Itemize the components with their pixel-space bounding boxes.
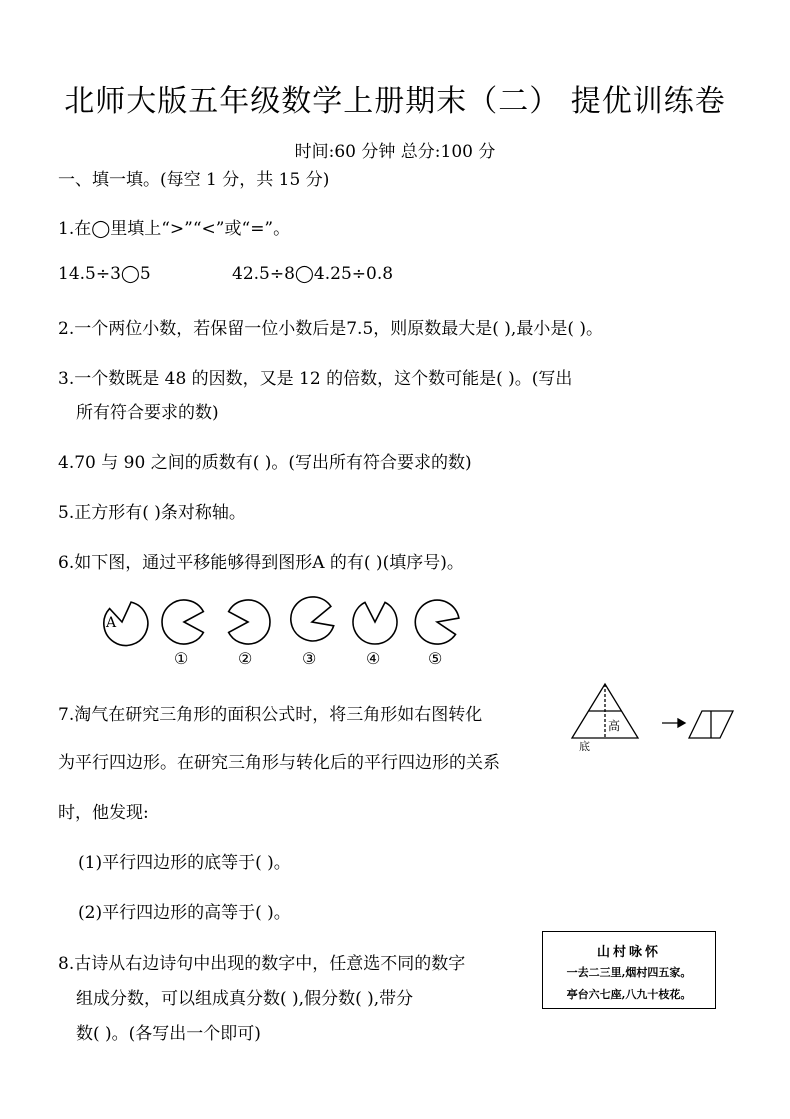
question-7-line2: 为平行四边形。在研究三角形与转化后的平行四边形的关系 bbox=[58, 753, 500, 773]
poem-box bbox=[542, 931, 716, 1009]
question-8-line1: 8.古诗从右边诗句中出现的数字中，任意选不同的数字 bbox=[58, 954, 466, 974]
height-label: 高 bbox=[608, 719, 621, 733]
question-3-line2: 所有符合要求的数) bbox=[76, 403, 219, 423]
question-7-line1: 7.淘气在研究三角形的面积公式时，将三角形如右图转化 bbox=[58, 705, 483, 725]
question-2: 2.一个两位小数，若保留一位小数后是7.5，则原数最大是( ),最小是( )。 bbox=[58, 319, 603, 339]
question-3-line1: 3.一个数既是 48 的因数，又是 12 的倍数，这个数可能是( )。(写出 bbox=[58, 369, 573, 389]
exam-time-info: 时间:60 分钟 总分:100 分 bbox=[294, 142, 496, 162]
question-1-a: 14.5÷3◯5 bbox=[58, 264, 151, 284]
poem-line-2: 亭台六七座,八九十枝花。 bbox=[566, 988, 692, 1001]
shape-a-label: A bbox=[106, 615, 117, 631]
section-heading: 一、填一填。(每空 1 分，共 15 分) bbox=[58, 170, 330, 190]
shape-number-5: ⑤ bbox=[428, 649, 443, 668]
arrow-head bbox=[678, 719, 685, 727]
shape-number-2: ② bbox=[238, 649, 253, 668]
shape-number-3: ③ bbox=[302, 649, 317, 668]
shape-3 bbox=[291, 597, 334, 641]
question-1-b: 42.5÷8◯4.25÷0.8 bbox=[232, 264, 394, 284]
question-7-b: (2)平行四边形的高等于( )。 bbox=[78, 903, 291, 923]
poem-line-1: 一去二三里,烟村四五家。 bbox=[566, 966, 692, 979]
page-title: 北师大版五年级数学上册期末（二） 提优训练卷 bbox=[64, 84, 726, 119]
question-8-line2: 组成分数，可以组成真分数( ),假分数( ),带分 bbox=[76, 989, 414, 1009]
question-6: 6.如下图，通过平移能够得到图形A 的有( )(填序号)。 bbox=[58, 553, 464, 573]
pacman-figure bbox=[90, 592, 480, 672]
shape-4 bbox=[353, 602, 397, 644]
question-7-line3: 时，他发现: bbox=[58, 803, 149, 823]
shape-2 bbox=[229, 600, 270, 644]
shape-1 bbox=[162, 600, 203, 644]
question-7-a: (1)平行四边形的底等于( )。 bbox=[78, 853, 291, 873]
question-1: 1.在◯里填上“>”“<”或“=”。 bbox=[58, 219, 291, 239]
shape-number-4: ④ bbox=[366, 649, 381, 668]
base-label: 底 bbox=[579, 740, 590, 753]
shape-5 bbox=[415, 600, 459, 644]
poem-title: 山村咏怀 bbox=[596, 945, 661, 960]
question-8-line3: 数( )。(各写出一个即可) bbox=[76, 1024, 261, 1044]
question-5: 5.正方形有( )条对称轴。 bbox=[58, 503, 246, 523]
question-4: 4.70 与 90 之间的质数有( )。(写出所有符合要求的数) bbox=[58, 453, 472, 473]
triangle-to-parallelogram-figure bbox=[565, 678, 745, 754]
shape-number-1: ① bbox=[174, 649, 189, 668]
